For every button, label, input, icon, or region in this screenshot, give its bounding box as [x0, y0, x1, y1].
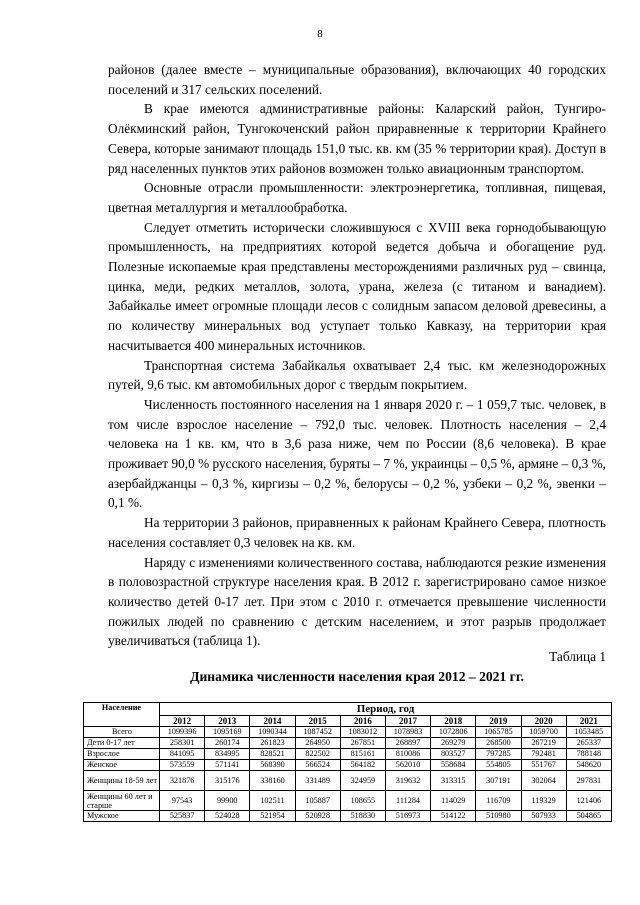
- table-cell: 1090344: [250, 727, 295, 738]
- year-header: 2014: [250, 716, 295, 727]
- table-cell: 507933: [521, 811, 566, 822]
- paragraph: районов (далее вместе – муниципальные образования), включающих 40 городских поселений и 317 сельских поселений.: [108, 62, 606, 97]
- paragraph: Следует отметить исторически сложившуюся с XVIII века горнодобывающую промышленность, на предприятиях которой ведется добыча и обогащение руд. Полезные ископаемые края представлены месторождениями различных руд – свинца, цинка, меди, редких металлов, золота, урана, железа (с титаном и ванадием). Забайкалье имеет огромные площади лесов с солидным запасом деловой древесины, а по количеству минеральных вод уступает только Кавказу, на территории края насчитывается 400 минеральных источников.: [108, 219, 606, 353]
- table-cell: 265337: [566, 738, 611, 749]
- table-cell: 307191: [476, 771, 521, 791]
- table-cell: 828521: [250, 749, 295, 760]
- table-cell: 1053485: [566, 727, 611, 738]
- table-cell: 105887: [295, 791, 340, 811]
- table-cell: 121406: [566, 791, 611, 811]
- table-cell: 524028: [205, 811, 250, 822]
- table-cell: 521954: [250, 811, 295, 822]
- row-label: Женщины 18-59 лет: [84, 771, 160, 791]
- year-header: 2019: [476, 716, 521, 727]
- year-header: 2012: [160, 716, 205, 727]
- table-cell: 516973: [385, 811, 430, 822]
- paragraph: Численность постоянного населения на 1 января 2020 г. – 1 059,7 тыс. человек, в том числе взрослое население – 792,0 тыс. человек. Плотность населения – 2,4 человека на 1 кв. км, что в 3,6 раза ниже, чем по России (8,6 человека). В крае проживает 90,0 % русского населения, буряты – 7 %, украинцы – 0,5 %, армяне – 0,3 %, азербайджанцы – 0,3 %, киргизы – 0,2 %, белорусы – 0,2 %, узбеки – 0,2 %, эвенки – 0,1 %.: [108, 396, 606, 511]
- table-cell: 315176: [205, 771, 250, 791]
- table-cell: 514122: [431, 811, 476, 822]
- year-header: 2020: [521, 716, 566, 727]
- table-cell: 571141: [205, 760, 250, 771]
- table-cell: 822502: [295, 749, 340, 760]
- row-label: Женщины 60 лет и старше: [84, 791, 160, 811]
- paragraph: На территории 3 районов, приравненных к районам Крайнего Севера, плотность населения составляет 0,3 человек на кв. км.: [108, 515, 606, 550]
- table-cell: 554805: [476, 760, 521, 771]
- table-cell: 258301: [160, 738, 205, 749]
- row-label: Всего: [84, 727, 160, 738]
- table-cell: 111284: [385, 791, 430, 811]
- table-row: [84, 749, 612, 760]
- table-row: [84, 791, 612, 811]
- table-cell: 267219: [521, 738, 566, 749]
- row-label: Дети 0-17 лет: [84, 738, 160, 749]
- table-cell: 313315: [431, 771, 476, 791]
- table-row: [84, 738, 612, 749]
- table-cell: 1087452: [295, 727, 340, 738]
- table-row: [84, 811, 612, 822]
- year-header: 2015: [295, 716, 340, 727]
- table-cell: 1095169: [205, 727, 250, 738]
- body-text: [108, 60, 606, 651]
- table-cell: 267851: [340, 738, 385, 749]
- year-header: 2017: [385, 716, 430, 727]
- table-cell: 1065785: [476, 727, 521, 738]
- table-cell: 548620: [566, 760, 611, 771]
- table-cell: 319632: [385, 771, 430, 791]
- table-cell: 573559: [160, 760, 205, 771]
- table-cell: 815161: [340, 749, 385, 760]
- table-cell: 269279: [431, 738, 476, 749]
- period-header: Период, год: [160, 703, 612, 716]
- table-cell: 564182: [340, 760, 385, 771]
- table-cell: 792481: [521, 749, 566, 760]
- table-cell: 297831: [566, 771, 611, 791]
- table-cell: 558684: [431, 760, 476, 771]
- years-row: [84, 716, 612, 727]
- table-row: [84, 727, 612, 738]
- table-cell: 797285: [476, 749, 521, 760]
- population-table: [83, 702, 612, 822]
- table-row: [84, 771, 612, 791]
- table-cell: 1072806: [431, 727, 476, 738]
- table-cell: 1099396: [160, 727, 205, 738]
- table-cell: 321876: [160, 771, 205, 791]
- table-cell: 566524: [295, 760, 340, 771]
- table-cell: 1059700: [521, 727, 566, 738]
- table-cell: 114029: [431, 791, 476, 811]
- table-cell: 97543: [160, 791, 205, 811]
- paragraph: В крае имеются административные районы: Каларский район, Тунгиро-Олёкминский район, Тунгокоченский район приравненные к территории Крайнего Севера, которые занимают площадь 151,0 тыс. кв. км (35 % территории края). Доступ в ряд населенных пунктов этих районов возможен только авиационным транспортом.: [108, 101, 606, 176]
- table-cell: 108655: [340, 791, 385, 811]
- table-cell: 520928: [295, 811, 340, 822]
- table-cell: 264950: [295, 738, 340, 749]
- table-cell: 518830: [340, 811, 385, 822]
- page-number: 8: [317, 28, 323, 40]
- table-cell: 268500: [476, 738, 521, 749]
- table-cell: 1078983: [385, 727, 430, 738]
- year-header: 2018: [431, 716, 476, 727]
- table-cell: 1083012: [340, 727, 385, 738]
- table-cell: 788148: [566, 749, 611, 760]
- table-cell: 834995: [205, 749, 250, 760]
- table-row: [84, 760, 612, 771]
- year-header: 2013: [205, 716, 250, 727]
- paragraph: Основные отрасли промышленности: электроэнергетика, топливная, пищевая, цветная металлургия и металлообработка.: [108, 180, 606, 215]
- table-cell: 268897: [385, 738, 430, 749]
- row-label: Мужское: [84, 811, 160, 822]
- table-cell: 324959: [340, 771, 385, 791]
- table-header-row: [84, 703, 612, 716]
- table-cell: 99900: [205, 791, 250, 811]
- row-header: Население: [84, 703, 160, 727]
- table-cell: 562010: [385, 760, 430, 771]
- table-cell: 102511: [250, 791, 295, 811]
- table-cell: 119329: [521, 791, 566, 811]
- table-label: Таблица 1: [549, 649, 606, 664]
- table-cell: 810086: [385, 749, 430, 760]
- row-label: Взрослое: [84, 749, 160, 760]
- table-cell: 803527: [431, 749, 476, 760]
- paragraph: Наряду с изменениями количественного состава, наблюдаются резкие изменения в половозрастной структуре населения края. В 2012 г. зарегистрировано самое низкое количество детей 0-17 лет. При этом с 2010 г. отмечается превышение численности пожилых людей по сравнению с детским населением, и этот разрыв продолжает увеличиваться (таблица 1).: [108, 554, 606, 649]
- table-cell: 510980: [476, 811, 521, 822]
- paragraph: Транспортная система Забайкалья охватывает 2,4 тыс. км железнодорожных путей, 9,6 тыс. км автомобильных дорог с твердым покрытием.: [108, 357, 606, 393]
- table-cell: 841095: [160, 749, 205, 760]
- table-title: Динамика численности населения края 2012 – 2021 гг.: [190, 669, 524, 684]
- table-cell: 568390: [250, 760, 295, 771]
- table-cell: 260174: [205, 738, 250, 749]
- table-cell: 525837: [160, 811, 205, 822]
- row-label: Женское: [84, 760, 160, 771]
- table-cell: 338160: [250, 771, 295, 791]
- table-cell: 504865: [566, 811, 611, 822]
- table-cell: 331489: [295, 771, 340, 791]
- year-header: 2021: [566, 716, 611, 727]
- table-cell: 551767: [521, 760, 566, 771]
- table-cell: 302064: [521, 771, 566, 791]
- table-cell: 261823: [250, 738, 295, 749]
- table-cell: 116709: [476, 791, 521, 811]
- year-header: 2016: [340, 716, 385, 727]
